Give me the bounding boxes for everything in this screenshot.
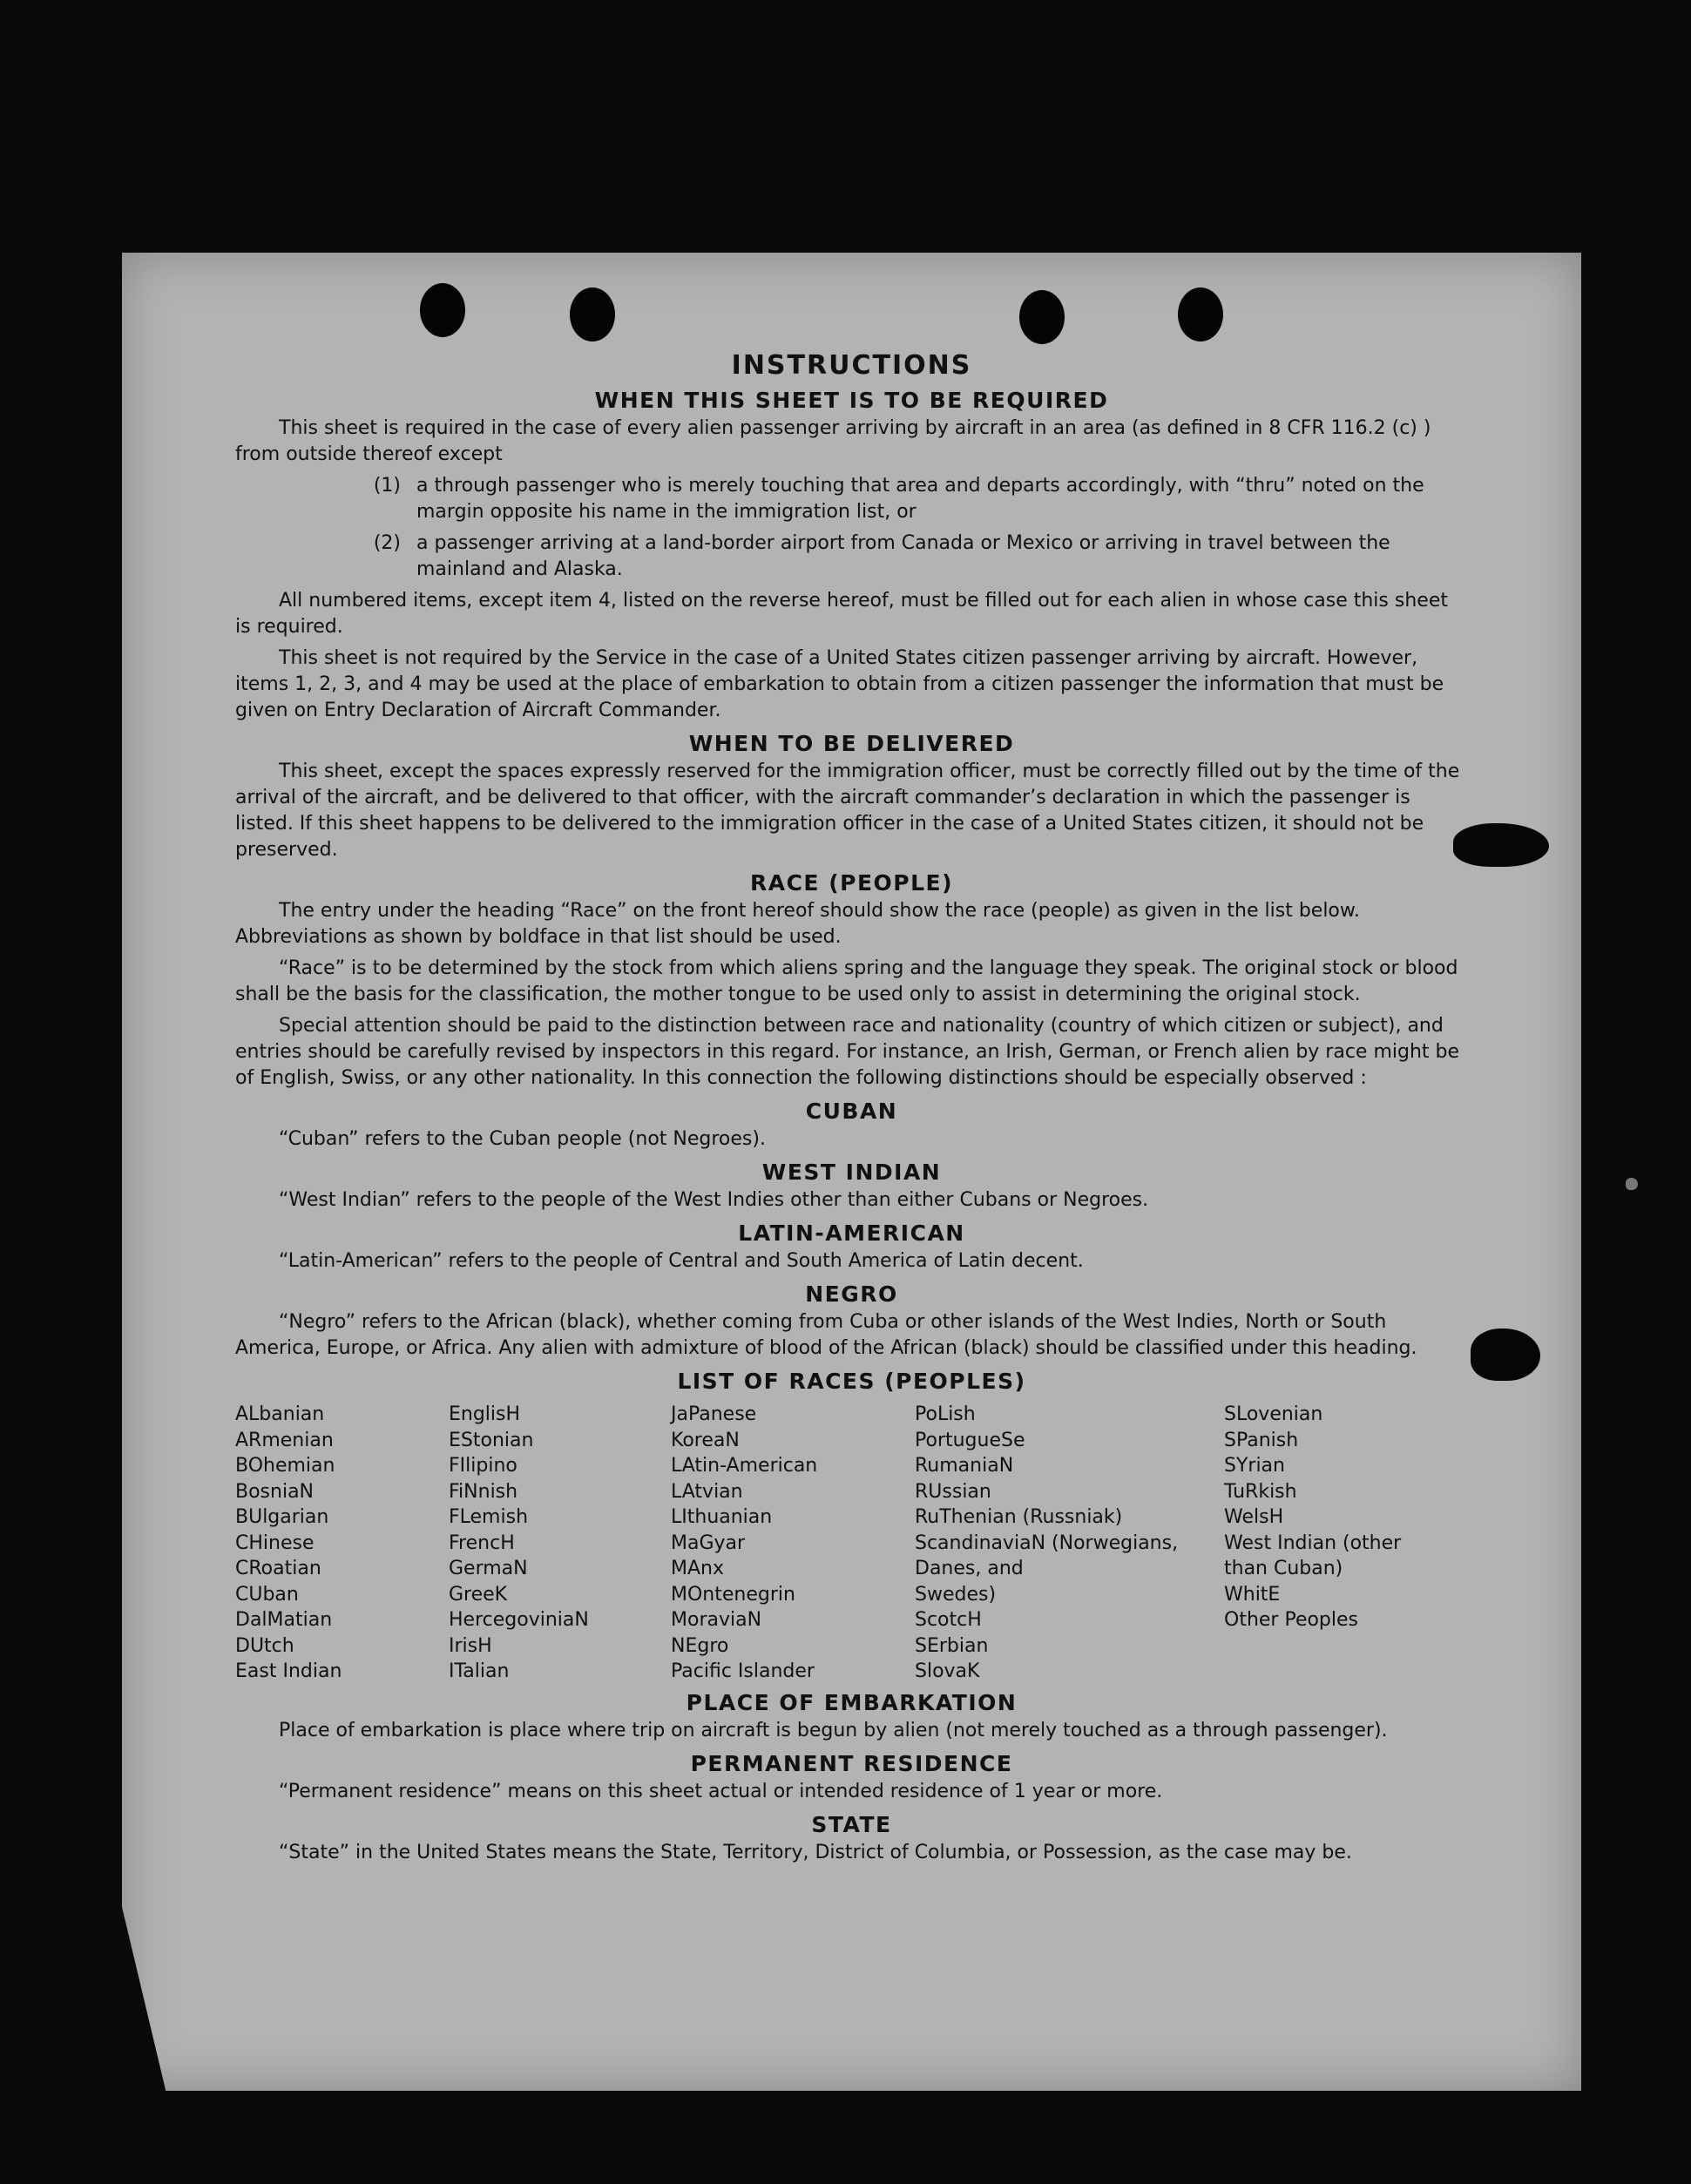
race-list-item: LAtvian xyxy=(671,1480,743,1503)
race-list-item: GermaN xyxy=(449,1558,528,1579)
west-indian-text: “West Indian” refers to the people of the West Indies other than either Cubans or Negroes. xyxy=(279,1189,1149,1211)
race-list-item: SPanish xyxy=(1224,1429,1299,1451)
race-list-item: EStonian xyxy=(449,1429,534,1451)
section-heading-cuban: CUBAN xyxy=(805,1099,898,1124)
race-list-item: RuThenian (Russniak) xyxy=(915,1506,1123,1528)
section-heading-negro: NEGRO xyxy=(805,1281,898,1307)
section-heading-when-required: WHEN THIS SHEET IS TO BE REQUIRED xyxy=(594,388,1109,413)
cuban-text: “Cuban” refers to the Cuban people (not Negroes). xyxy=(279,1128,766,1150)
list-of-races-heading: LIST OF RACES (PEOPLES) xyxy=(677,1369,1026,1394)
race-list-item: EnglisH xyxy=(449,1403,521,1425)
race-list-item: DalMatian xyxy=(235,1609,333,1631)
race-list-item: ScandinaviaN (Norwegians, xyxy=(915,1532,1179,1554)
section-heading-embarkation: PLACE OF EMBARKATION xyxy=(686,1689,1018,1715)
race-list-item: PortugueSe xyxy=(915,1429,1025,1451)
race-list-item: WhitE xyxy=(1224,1583,1281,1606)
race-list-item: RUssian xyxy=(915,1480,991,1503)
section-heading-when-delivered: WHEN TO BE DELIVERED xyxy=(688,731,1015,756)
punch-hole xyxy=(570,287,615,341)
race-list-item: TuRkish xyxy=(1224,1480,1297,1503)
race-list-item: FrencH xyxy=(449,1532,515,1554)
race-column xyxy=(1224,1402,1468,1685)
race-list-item: HercegoviniaN xyxy=(449,1609,589,1631)
page-title: INSTRUCTIONS xyxy=(731,350,972,381)
race-list-item: SErbian xyxy=(915,1634,989,1657)
race-list-item: MAnx xyxy=(671,1558,724,1579)
item-text: a through passenger who is merely touching that area and departs accordingly, with “thru” noted on the margin opposite his name in the immigration list, or xyxy=(416,475,1424,523)
race-list-item: JaPanese xyxy=(671,1403,757,1425)
race-list-item: ARmenian xyxy=(235,1429,334,1451)
race-list-item: than Cuban) xyxy=(1224,1558,1343,1579)
race-list-item: KoreaN xyxy=(671,1429,740,1451)
race-list-item: LAtin-American xyxy=(671,1455,818,1477)
race-list-item: East Indian xyxy=(235,1660,342,1682)
race-list-item: NEgro xyxy=(671,1634,729,1657)
race-paragraph-1: The entry under the heading “Race” on the front hereof should show the race (people) as given in the list below. Abbreviations as shown by boldface in that list should be used. xyxy=(235,900,1360,948)
residence-text: “Permanent residence” means on this sheet actual or intended residence of 1 year or more. xyxy=(279,1780,1163,1802)
race-list-item: SlovaK xyxy=(915,1660,980,1682)
item-number: (2) xyxy=(373,532,401,554)
race-list-item: BUlgarian xyxy=(235,1506,329,1528)
race-list-item: FiNnish xyxy=(449,1480,518,1503)
exception-item xyxy=(235,473,1468,525)
race-list-item: DUtch xyxy=(235,1634,294,1657)
section-heading-west-indian: WEST INDIAN xyxy=(761,1160,942,1185)
race-list-item: MaGyar xyxy=(671,1532,746,1554)
race-list-item: WelsH xyxy=(1224,1506,1284,1528)
race-list-item: SYrian xyxy=(1224,1455,1285,1477)
punch-hole xyxy=(1178,287,1223,341)
punch-hole xyxy=(1019,290,1065,344)
when-required-intro: This sheet is required in the case of every alien passenger arriving by aircraft in an area (as defined in 8 CFR 116.2 (c) ) from outside thereof except xyxy=(235,417,1431,465)
race-column xyxy=(449,1402,671,1685)
section-heading-latin-american: LATIN-AMERICAN xyxy=(738,1220,965,1246)
race-column xyxy=(235,1402,449,1685)
latin-american-text: “Latin-American” refers to the people of Central and South America of Latin decent. xyxy=(279,1250,1084,1272)
race-list-item: CHinese xyxy=(235,1532,315,1554)
instructions-text xyxy=(235,350,1468,1871)
race-list-item: Swedes) xyxy=(915,1583,997,1606)
race-list-item: BOhemian xyxy=(235,1455,335,1477)
race-list-item: BosniaN xyxy=(235,1480,315,1503)
race-list-item: RumaniaN xyxy=(915,1455,1014,1477)
race-list-item: GreeK xyxy=(449,1583,508,1606)
race-list-item: LIthuanian xyxy=(671,1506,773,1528)
race-list-item: PoLish xyxy=(915,1403,976,1425)
race-list-item: ALbanian xyxy=(235,1403,325,1425)
race-list-item: IrisH xyxy=(449,1634,492,1657)
punch-hole xyxy=(420,283,465,337)
race-list-item: West Indian (other xyxy=(1224,1532,1402,1554)
race-list-item: MOntenegrin xyxy=(671,1583,795,1606)
race-list-item: SLovenian xyxy=(1224,1403,1323,1425)
race-list xyxy=(235,1402,1468,1685)
embarkation-text: Place of embarkation is place where trip on aircraft is begun by alien (not merely touched as a through passenger). xyxy=(279,1719,1388,1741)
section-heading-residence: PERMANENT RESIDENCE xyxy=(690,1750,1013,1776)
race-list-item: ScotcH xyxy=(915,1609,982,1631)
race-list-item: Danes, and xyxy=(915,1558,1024,1579)
race-list-item: ITalian xyxy=(449,1660,510,1682)
race-list-item: FIlipino xyxy=(449,1455,517,1477)
exception-item xyxy=(235,531,1468,583)
when-delivered-text: This sheet, except the spaces expressly reserved for the immigration officer, must be correctly filled out by the time of the arrival of the aircraft, and be delivered to that officer, with the aircraft commander’s declaration in which the passenger is listed. If this sheet happens to be delivered to the immigration officer in the case of a United States citizen, it should not be preserved. xyxy=(235,761,1460,861)
negro-text: “Negro” refers to the African (black), whether coming from Cuba or other islands of the West Indies, North or South America, Europe, or Africa. Any alien with admixture of blood of the African (black) should be classified under this heading. xyxy=(235,1311,1417,1359)
ink-blot xyxy=(1626,1178,1638,1190)
race-column xyxy=(915,1402,1224,1685)
race-list-item: Other Peoples xyxy=(1224,1609,1359,1631)
item-text: a passenger arriving at a land-border airport from Canada or Mexico or arriving in travel between the mainland and Alaska. xyxy=(416,532,1390,580)
race-list-item: MoraviaN xyxy=(671,1609,762,1631)
state-text: “State” in the United States means the State, Territory, District of Columbia, or Possession, as the case may be. xyxy=(279,1841,1352,1863)
when-required-paragraph-3: This sheet is not required by the Service in the case of a United States citizen passenger arriving by aircraft. However, items 1, 2, 3, and 4 may be used at the place of embarkation to obtain from a citizen passenger the information that must be given on Entry Declaration of Aircraft Commander. xyxy=(235,647,1444,721)
race-list-item: CUban xyxy=(235,1583,299,1606)
when-required-paragraph-2: All numbered items, except item 4, listed on the reverse hereof, must be filled out for each alien in whose case this sheet is required. xyxy=(235,590,1448,638)
race-paragraph-2: “Race” is to be determined by the stock from which aliens spring and the language they speak. The original stock or blood shall be the basis for the classification, the mother tongue to be used only to assist in determining the original stock. xyxy=(235,957,1458,1005)
race-column xyxy=(671,1402,915,1685)
section-heading-race: RACE (PEOPLE) xyxy=(749,870,954,896)
race-paragraph-3: Special attention should be paid to the distinction between race and nationality (country of which citizen or subject), and entries should be carefully revised by inspectors in this regard. For instance, an Irish, German, or French alien by race might be of English, Swiss, or any other nationality. In this connection the following distinctions should be especially observed : xyxy=(235,1015,1460,1089)
race-list-item: FLemish xyxy=(449,1506,529,1528)
race-list-item: Pacific Islander xyxy=(671,1660,815,1682)
item-number: (1) xyxy=(373,475,401,497)
section-heading-state: STATE xyxy=(811,1811,892,1837)
race-list-item: CRoatian xyxy=(235,1558,321,1579)
ink-blot xyxy=(1471,1329,1540,1381)
